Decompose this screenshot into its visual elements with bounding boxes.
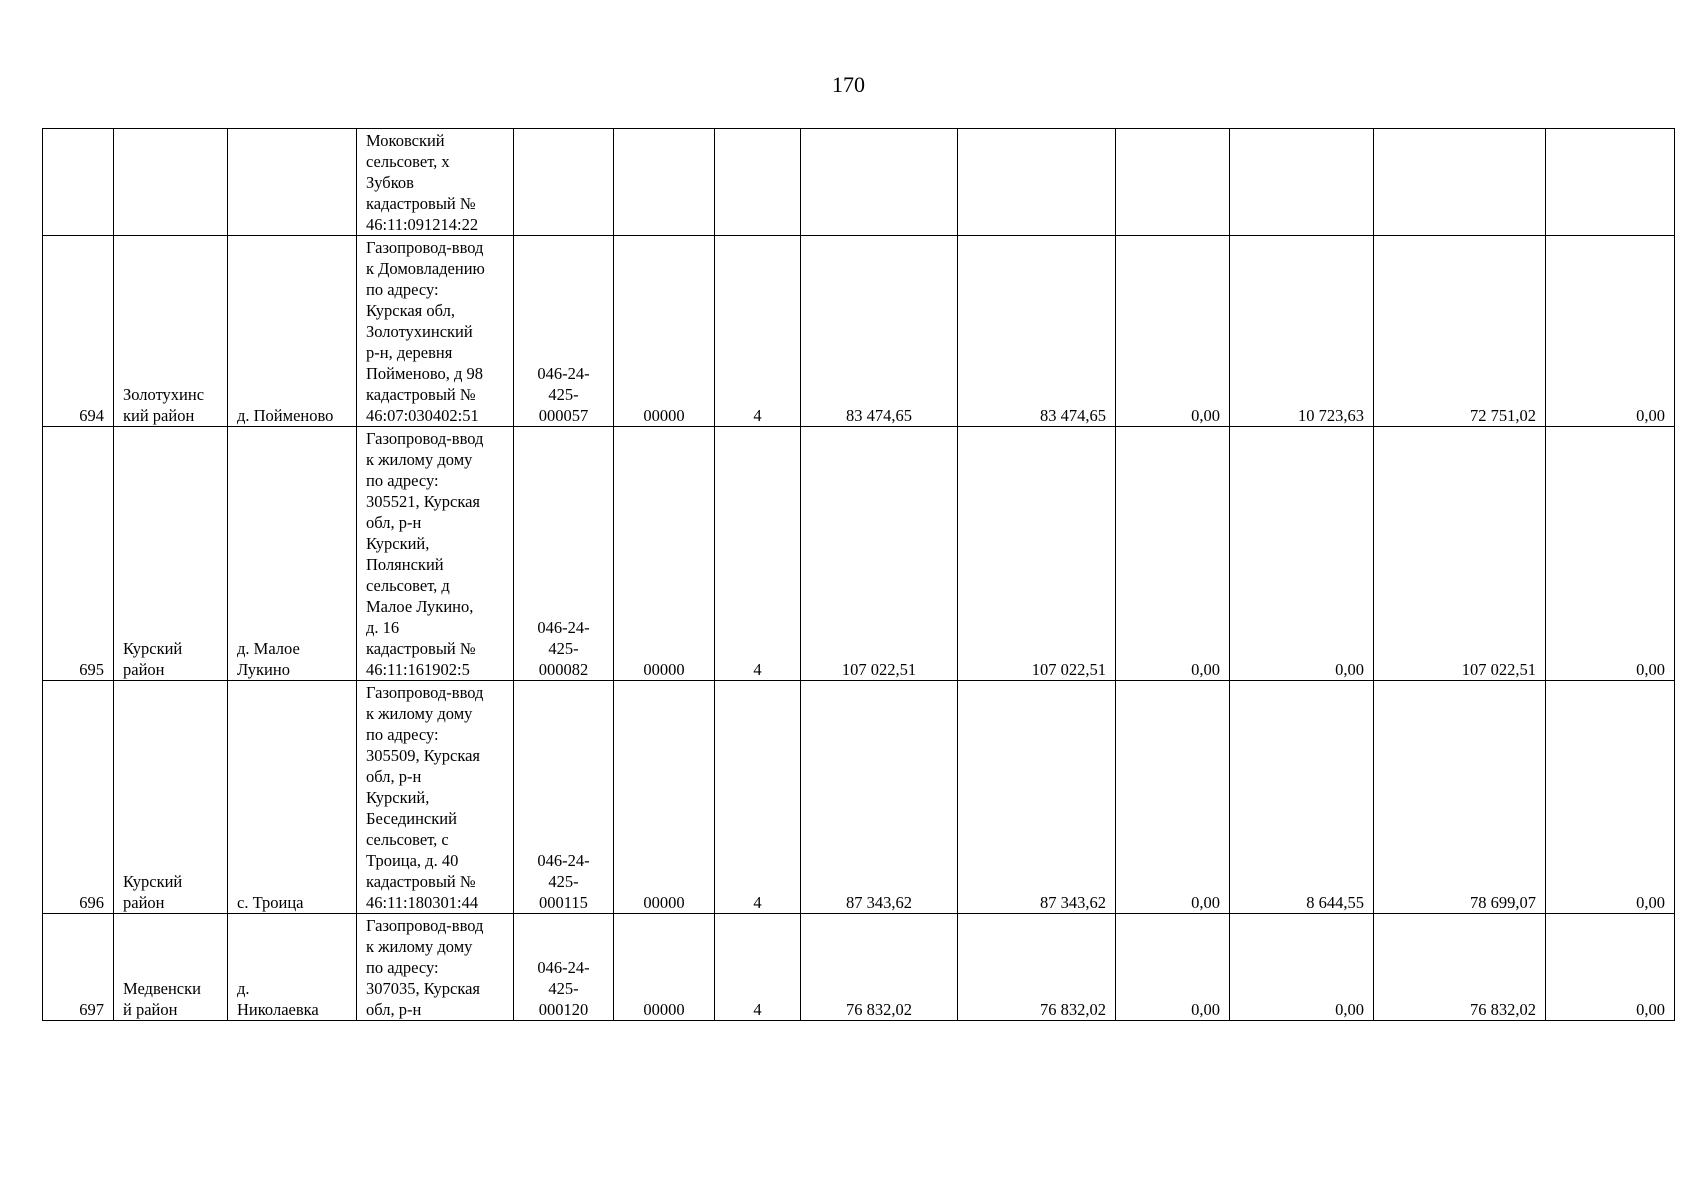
amount-cell xyxy=(1116,914,1230,1021)
object-description-cell-text: Газопровод-ввод к жилому дому по адресу: 305521, Курская обл, р-н Курский, Полянский сельсовет, д Малое Лукино, д. 16 кадастровый № 46:11:161902:5 xyxy=(366,429,484,679)
amount-cell xyxy=(1546,236,1675,427)
district-cell-text: Медвенски й район xyxy=(123,979,201,1019)
total-cost-cell-text: 87 343,62 xyxy=(1040,893,1106,912)
total-cost-cell xyxy=(958,129,1116,236)
group-cell-text: 4 xyxy=(753,406,762,425)
locality-cell xyxy=(228,427,357,681)
code-cell xyxy=(614,236,715,427)
code-cell-text: 00000 xyxy=(643,1000,685,1019)
total-cost-cell xyxy=(958,681,1116,914)
depreciation-cell xyxy=(1230,681,1374,914)
object-description-cell-text: Газопровод-ввод к жилому дому по адресу: 305509, Курская обл, р-н Курский, Бесединский сельсовет, с Троица, д. 40 кадастровый № 46:11:180301:44 xyxy=(366,683,484,912)
initial-cost-cell-text: 76 832,02 xyxy=(846,1000,912,1019)
amount-cell xyxy=(1546,914,1675,1021)
initial-cost-cell xyxy=(801,914,958,1021)
row-number-cell xyxy=(43,427,114,681)
row-number-cell xyxy=(43,914,114,1021)
residual-value-cell xyxy=(1374,129,1546,236)
residual-value-cell xyxy=(1374,427,1546,681)
locality-cell xyxy=(228,236,357,427)
depreciation-cell xyxy=(1230,236,1374,427)
amount-cell xyxy=(1116,681,1230,914)
object-description-cell xyxy=(357,236,514,427)
total-cost-cell xyxy=(958,236,1116,427)
inventory-number-cell-text: 046-24- 425- 000082 xyxy=(537,618,590,679)
object-description-cell-text: Моковский сельсовет, х Зубков кадастровый № 46:11:091214:22 xyxy=(366,131,479,234)
inventory-number-cell xyxy=(514,427,614,681)
amount-cell-text: 0,00 xyxy=(1191,893,1220,912)
amount-cell-text: 0,00 xyxy=(1191,406,1220,425)
amount-cell-text: 0,00 xyxy=(1191,660,1220,679)
total-cost-cell xyxy=(958,427,1116,681)
inventory-number-cell-text: 046-24- 425- 000057 xyxy=(537,364,590,425)
district-cell xyxy=(114,914,228,1021)
amount-cell xyxy=(1116,236,1230,427)
locality-cell xyxy=(228,681,357,914)
object-description-cell-text: Газопровод-ввод к Домовладению по адресу: Курская обл, Золотухинский р-н, деревня Пойменово, д 98 кадастровый № 46:07:030402:51 xyxy=(366,238,485,425)
table-row xyxy=(43,681,1675,914)
group-cell xyxy=(715,129,801,236)
row-number-cell-text: 694 xyxy=(79,406,104,425)
amount-cell xyxy=(1546,681,1675,914)
row-number-cell xyxy=(43,681,114,914)
residual-value-cell-text: 78 699,07 xyxy=(1470,893,1536,912)
group-cell-text: 4 xyxy=(753,660,762,679)
residual-value-cell-text: 76 832,02 xyxy=(1470,1000,1536,1019)
group-cell-text: 4 xyxy=(753,1000,762,1019)
code-cell-text: 00000 xyxy=(643,893,685,912)
total-cost-cell-text: 107 022,51 xyxy=(1031,660,1106,679)
amount-cell-text: 0,00 xyxy=(1636,406,1665,425)
inventory-number-cell xyxy=(514,236,614,427)
object-description-cell xyxy=(357,914,514,1021)
table-row xyxy=(43,914,1675,1021)
group-cell-text: 4 xyxy=(753,893,762,912)
row-number-cell-text: 696 xyxy=(79,893,104,912)
depreciation-cell-text: 0,00 xyxy=(1335,660,1364,679)
initial-cost-cell xyxy=(801,129,958,236)
district-cell-text: Золотухинс кий район xyxy=(123,385,205,425)
object-description-cell xyxy=(357,427,514,681)
object-description-cell xyxy=(357,681,514,914)
inventory-number-cell xyxy=(514,129,614,236)
table-row xyxy=(43,427,1675,681)
amount-cell-text: 0,00 xyxy=(1636,1000,1665,1019)
residual-value-cell xyxy=(1374,681,1546,914)
row-number-cell xyxy=(43,236,114,427)
amount-cell xyxy=(1116,427,1230,681)
group-cell xyxy=(715,681,801,914)
inventory-number-cell-text: 046-24- 425- 000115 xyxy=(537,851,590,912)
district-cell-text: Курский район xyxy=(123,639,183,679)
depreciation-cell-text: 10 723,63 xyxy=(1298,406,1364,425)
district-cell xyxy=(114,236,228,427)
amount-cell-text: 0,00 xyxy=(1191,1000,1220,1019)
district-cell xyxy=(114,681,228,914)
property-register-table xyxy=(42,128,1675,1021)
locality-cell xyxy=(228,129,357,236)
table-row xyxy=(43,236,1675,427)
locality-cell xyxy=(228,914,357,1021)
amount-cell xyxy=(1546,129,1675,236)
total-cost-cell-text: 76 832,02 xyxy=(1040,1000,1106,1019)
depreciation-cell xyxy=(1230,129,1374,236)
amount-cell-text: 0,00 xyxy=(1636,893,1665,912)
district-cell xyxy=(114,129,228,236)
locality-cell-text: д. Николаевка xyxy=(237,979,319,1019)
locality-cell-text: д. Малое Лукино xyxy=(237,639,300,679)
locality-cell-text: д. Пойменово xyxy=(237,406,334,425)
residual-value-cell xyxy=(1374,914,1546,1021)
total-cost-cell-text: 83 474,65 xyxy=(1040,406,1106,425)
depreciation-cell-text: 8 644,55 xyxy=(1306,893,1364,912)
group-cell xyxy=(715,914,801,1021)
amount-cell-text: 0,00 xyxy=(1636,660,1665,679)
depreciation-cell-text: 0,00 xyxy=(1335,1000,1364,1019)
code-cell xyxy=(614,427,715,681)
row-number-cell-text: 697 xyxy=(79,1000,104,1019)
amount-cell xyxy=(1546,427,1675,681)
residual-value-cell xyxy=(1374,236,1546,427)
group-cell xyxy=(715,236,801,427)
code-cell-text: 00000 xyxy=(643,406,685,425)
code-cell xyxy=(614,681,715,914)
group-cell xyxy=(715,427,801,681)
district-cell-text: Курский район xyxy=(123,872,183,912)
depreciation-cell xyxy=(1230,914,1374,1021)
code-cell xyxy=(614,914,715,1021)
code-cell-text: 00000 xyxy=(643,660,685,679)
locality-cell-text: с. Троица xyxy=(237,893,304,912)
initial-cost-cell xyxy=(801,427,958,681)
code-cell xyxy=(614,129,715,236)
inventory-number-cell-text: 046-24- 425- 000120 xyxy=(537,958,590,1019)
inventory-number-cell xyxy=(514,914,614,1021)
row-number-cell xyxy=(43,129,114,236)
amount-cell xyxy=(1116,129,1230,236)
initial-cost-cell-text: 107 022,51 xyxy=(841,660,917,679)
residual-value-cell-text: 72 751,02 xyxy=(1470,406,1536,425)
object-description-cell xyxy=(357,129,514,236)
page-number: 170 xyxy=(832,72,865,97)
initial-cost-cell-text: 83 474,65 xyxy=(846,406,912,425)
total-cost-cell xyxy=(958,914,1116,1021)
row-number-cell-text: 695 xyxy=(79,660,104,679)
depreciation-cell xyxy=(1230,427,1374,681)
initial-cost-cell-text: 87 343,62 xyxy=(846,893,912,912)
district-cell xyxy=(114,427,228,681)
initial-cost-cell xyxy=(801,236,958,427)
object-description-cell-text: Газопровод-ввод к жилому дому по адресу: 307035, Курская обл, р-н xyxy=(366,916,484,1019)
residual-value-cell-text: 107 022,51 xyxy=(1461,660,1536,679)
table-row xyxy=(43,129,1675,236)
inventory-number-cell xyxy=(514,681,614,914)
initial-cost-cell xyxy=(801,681,958,914)
